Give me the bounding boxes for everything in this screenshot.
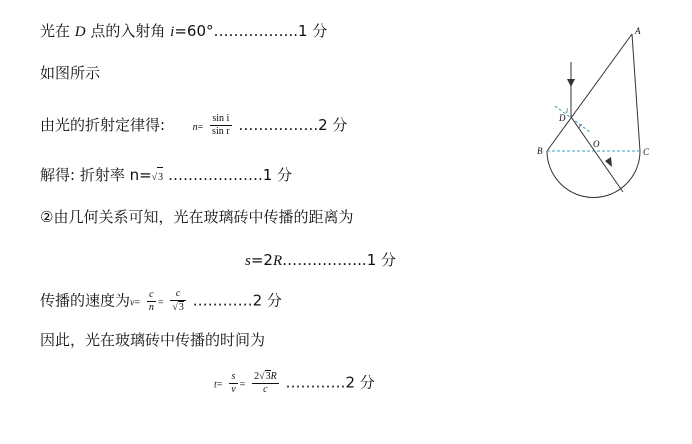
numerator: c [170, 288, 186, 301]
radicand: 3 [157, 167, 163, 188]
numerator: s [229, 371, 237, 384]
fraction-s-over-v [229, 371, 237, 396]
denominator: v [231, 383, 236, 395]
point-d: D [74, 24, 86, 40]
score: 1 分 [298, 22, 328, 40]
text-prefix: 解得: 折射率 n= [40, 166, 152, 184]
var-i: i [170, 24, 175, 40]
leader-dots: ………… [285, 373, 346, 392]
score: 2 分 [252, 291, 282, 310]
text: 如图所示 [40, 64, 101, 82]
semicircle [547, 151, 640, 198]
denominator: n [148, 301, 154, 313]
label-o: O [593, 139, 600, 149]
text-prefix: 由光的折射定律得: [40, 116, 166, 134]
denominator: √3 [172, 302, 184, 313]
score: 2 分 [318, 116, 348, 134]
line-time [214, 370, 375, 396]
score: 1 分 [366, 251, 396, 269]
text-prefix: 传播的速度为 [40, 291, 131, 310]
label-d: D [559, 113, 566, 123]
leader-dots: ………………. [163, 166, 263, 184]
equation-value: =60° [174, 22, 214, 40]
equals-2: =2 [250, 251, 273, 269]
label-i: i [566, 107, 568, 115]
text: 因此，光在玻璃砖中传播的时间为 [40, 331, 266, 349]
leader-dots: ……………. [238, 116, 319, 134]
arrow-icon [605, 157, 612, 167]
radicand: 3 [265, 371, 271, 382]
radicand: 3 [178, 302, 184, 313]
var-r: R [270, 371, 277, 382]
leader-dots: ………… [192, 291, 253, 310]
equals: = [157, 297, 164, 309]
denominator: c [263, 384, 268, 395]
score: 2 分 [345, 373, 375, 392]
label-r: r [579, 122, 582, 130]
var-s: s [245, 253, 251, 269]
denominator: sin r [212, 126, 230, 137]
fraction-c-over-sqrt3 [170, 288, 186, 314]
var-n: n [192, 122, 198, 133]
label-c: C [643, 147, 650, 157]
line-refraction-law [40, 113, 347, 138]
label-b: B [537, 146, 543, 156]
fraction-sin [210, 113, 232, 138]
numerator: sin i [210, 113, 232, 126]
line-speed [40, 288, 282, 314]
text: ②由几何关系可知，光在玻璃砖中传播的距离为 [40, 208, 354, 226]
radical-sqrt3: √3 [152, 172, 164, 183]
optics-diagram [535, 24, 675, 199]
arrow-icon [567, 79, 575, 87]
text-mid: 点的入射角 [85, 22, 171, 40]
equals: = [197, 122, 204, 133]
score: 1 分 [262, 166, 293, 184]
line-as-shown [40, 63, 100, 83]
coefficient: 2 [254, 371, 260, 382]
line-refractive-index [40, 165, 292, 188]
line-incident-angle [40, 21, 327, 42]
line-distance [245, 250, 396, 271]
equals: = [216, 379, 223, 391]
line-ab [547, 34, 632, 151]
line-ac [632, 34, 640, 151]
var-t: t [214, 379, 217, 391]
line-distance-intro [40, 207, 353, 227]
numerator: 2√3R [254, 371, 277, 382]
equals: = [134, 297, 141, 309]
numerator: c [147, 289, 156, 302]
var-r: R [272, 253, 283, 269]
leader-dots: …………….. [213, 22, 299, 40]
fraction-c-over-n [147, 289, 156, 314]
line-time-intro [40, 330, 265, 350]
var-v: v [130, 297, 135, 309]
label-a: A [635, 26, 641, 36]
text-prefix: 光在 [40, 22, 75, 40]
leader-dots: …………….. [282, 251, 367, 269]
equals: = [239, 379, 246, 391]
fraction-time [252, 370, 279, 396]
